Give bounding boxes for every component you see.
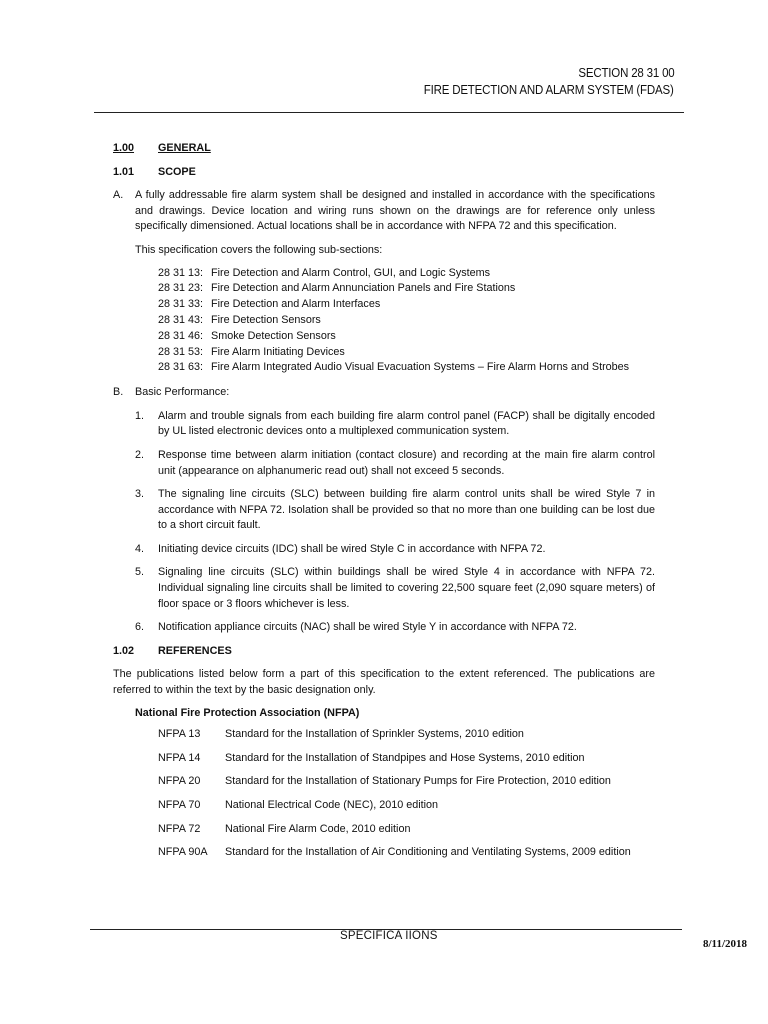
heading-number: 1.01 [113, 165, 135, 178]
footer-label: SPECIFICA IIONS [340, 930, 438, 942]
heading-label: GENERAL [158, 142, 211, 154]
subsection-title: Fire Alarm Initiating Devices [211, 345, 345, 358]
standard-title: National Electrical Code (NEC), 2010 edition [225, 799, 439, 812]
list-item [158, 266, 655, 282]
item-number: 3. [135, 488, 145, 501]
list-item [135, 542, 655, 558]
list-item [158, 727, 655, 743]
subsection-title: Smoke Detection Sensors [211, 329, 336, 342]
standard-title: Standard for the Installation of Air Conditioning and Ventilating Systems, 2009 edition [225, 846, 631, 859]
paragraph-heading: Basic Performance: [135, 386, 230, 399]
subsection-title: Fire Detection and Alarm Control, GUI, and Logic Systems [211, 266, 491, 279]
subsection-code: 28 31 46: [158, 329, 204, 342]
list-item [158, 798, 655, 814]
scope-paragraph-b [113, 385, 655, 401]
list-item [135, 487, 655, 534]
subsections-intro: This specification covers the following sub-sections: [135, 243, 383, 256]
heading-number: 1.02 [113, 644, 135, 657]
subsection-title: Fire Detection and Alarm Annunciation Panels and Fire Stations [211, 282, 516, 295]
paragraph-text: A fully addressable fire alarm system shall be designed and installed in accordance with the specifications and drawings. Device location and wiring runs shown on the drawings are for reference only unless specifically dimensioned. Actual locations shall be in accordance with NFPA 72 and this specification. [135, 189, 655, 233]
item-number: 2. [135, 448, 145, 461]
subsection-code: 28 31 53: [158, 345, 204, 358]
standard-code: NFPA 14 [158, 751, 201, 764]
list-item [158, 345, 655, 361]
list-item [158, 313, 655, 329]
list-item [158, 774, 655, 790]
standard-code: NFPA 20 [158, 775, 201, 788]
list-item [158, 297, 655, 313]
standard-title: National Fire Alarm Code, 2010 edition [225, 822, 411, 835]
standard-title: Standard for the Installation of Stationary Pumps for Fire Protection, 2010 edition [225, 775, 611, 788]
document-body [113, 141, 655, 869]
heading-label: REFERENCES [158, 644, 232, 657]
standard-title: Standard for the Installation of Standpipes and Hose Systems, 2010 edition [225, 751, 585, 764]
paragraph-letter: A. [113, 189, 124, 202]
item-number: 1. [135, 409, 145, 422]
item-number: 5. [135, 566, 145, 579]
list-item [135, 620, 655, 636]
item-text: Alarm and trouble signals from each building fire alarm control panel (FACP) shall be digitally encoded by UL listed electronic devices onto a multiplexed communication system. [158, 409, 655, 438]
standard-code: NFPA 90A [158, 846, 208, 859]
item-text: Signaling line circuits (SLC) within buildings shall be wired Style 4 in accordance with NFPA 72. Individual signaling line circuits shall be limited to covering 22,500 square feet (2,090 square meters) of floor space or 3 floors whichever is less. [158, 566, 655, 610]
list-item [158, 281, 655, 297]
subsection-code: 28 31 33: [158, 298, 204, 311]
subsection-title: Fire Detection Sensors [211, 313, 321, 326]
header-rule [94, 112, 684, 113]
list-item [158, 329, 655, 345]
list-item [158, 845, 655, 861]
list-item [135, 565, 655, 612]
standard-title: Standard for the Installation of Sprinkler Systems, 2010 edition [225, 728, 524, 741]
organization-heading: National Fire Protection Association (NFPA) [135, 706, 360, 719]
list-item [158, 822, 655, 838]
heading-general [113, 141, 655, 157]
section-number: SECTION 28 31 00 [577, 66, 674, 80]
item-text: Notification appliance circuits (NAC) shall be wired Style Y in accordance with NFPA 72. [158, 621, 577, 634]
subsection-code: 28 31 13: [158, 266, 204, 279]
subsection-code: 28 31 43: [158, 313, 204, 326]
list-item [135, 409, 655, 440]
subsection-code: 28 31 63: [158, 361, 204, 374]
heading-number: 1.00 [113, 142, 135, 154]
standard-code: NFPA 70 [158, 799, 201, 812]
performance-list [135, 409, 655, 636]
subsection-list [158, 266, 655, 377]
standard-code: NFPA 72 [158, 822, 201, 835]
paragraph-letter: B. [113, 386, 124, 399]
item-text: Initiating device circuits (IDC) shall be wired Style C in accordance with NFPA 72. [158, 542, 546, 555]
list-item [158, 751, 655, 767]
list-item [158, 360, 655, 376]
footer-date: 8/11/2018 [703, 938, 748, 950]
heading-label: SCOPE [158, 165, 196, 178]
references-intro: The publications listed below form a part of this specification to the extent referenced. The publications are referred to within the text by the basic designation only. [113, 668, 655, 697]
scope-paragraph-a [113, 188, 655, 235]
item-number: 4. [135, 542, 145, 555]
section-title: FIRE DETECTION AND ALARM SYSTEM (FDAS) [424, 83, 674, 97]
list-item [135, 448, 655, 479]
heading-scope [113, 165, 655, 181]
subsection-code: 28 31 23: [158, 282, 204, 295]
subsection-title: Fire Detection and Alarm Interfaces [211, 298, 381, 311]
item-text: The signaling line circuits (SLC) between building fire alarm control units shall be wired Style 7 in accordance with NFPA 72. Isolation shall be provided so that no more than one building can be lost due to a short circuit fault. [158, 488, 655, 532]
item-number: 6. [135, 621, 145, 634]
standard-code: NFPA 13 [158, 728, 201, 741]
heading-references [113, 644, 655, 660]
subsection-title: Fire Alarm Integrated Audio Visual Evacuation Systems – Fire Alarm Horns and Strobes [211, 361, 630, 374]
standards-list [158, 727, 655, 861]
item-text: Response time between alarm initiation (contact closure) and recording at the main fire alarm control unit (appearance on alphanumeric read out) shall not exceed 5 seconds. [158, 448, 655, 477]
